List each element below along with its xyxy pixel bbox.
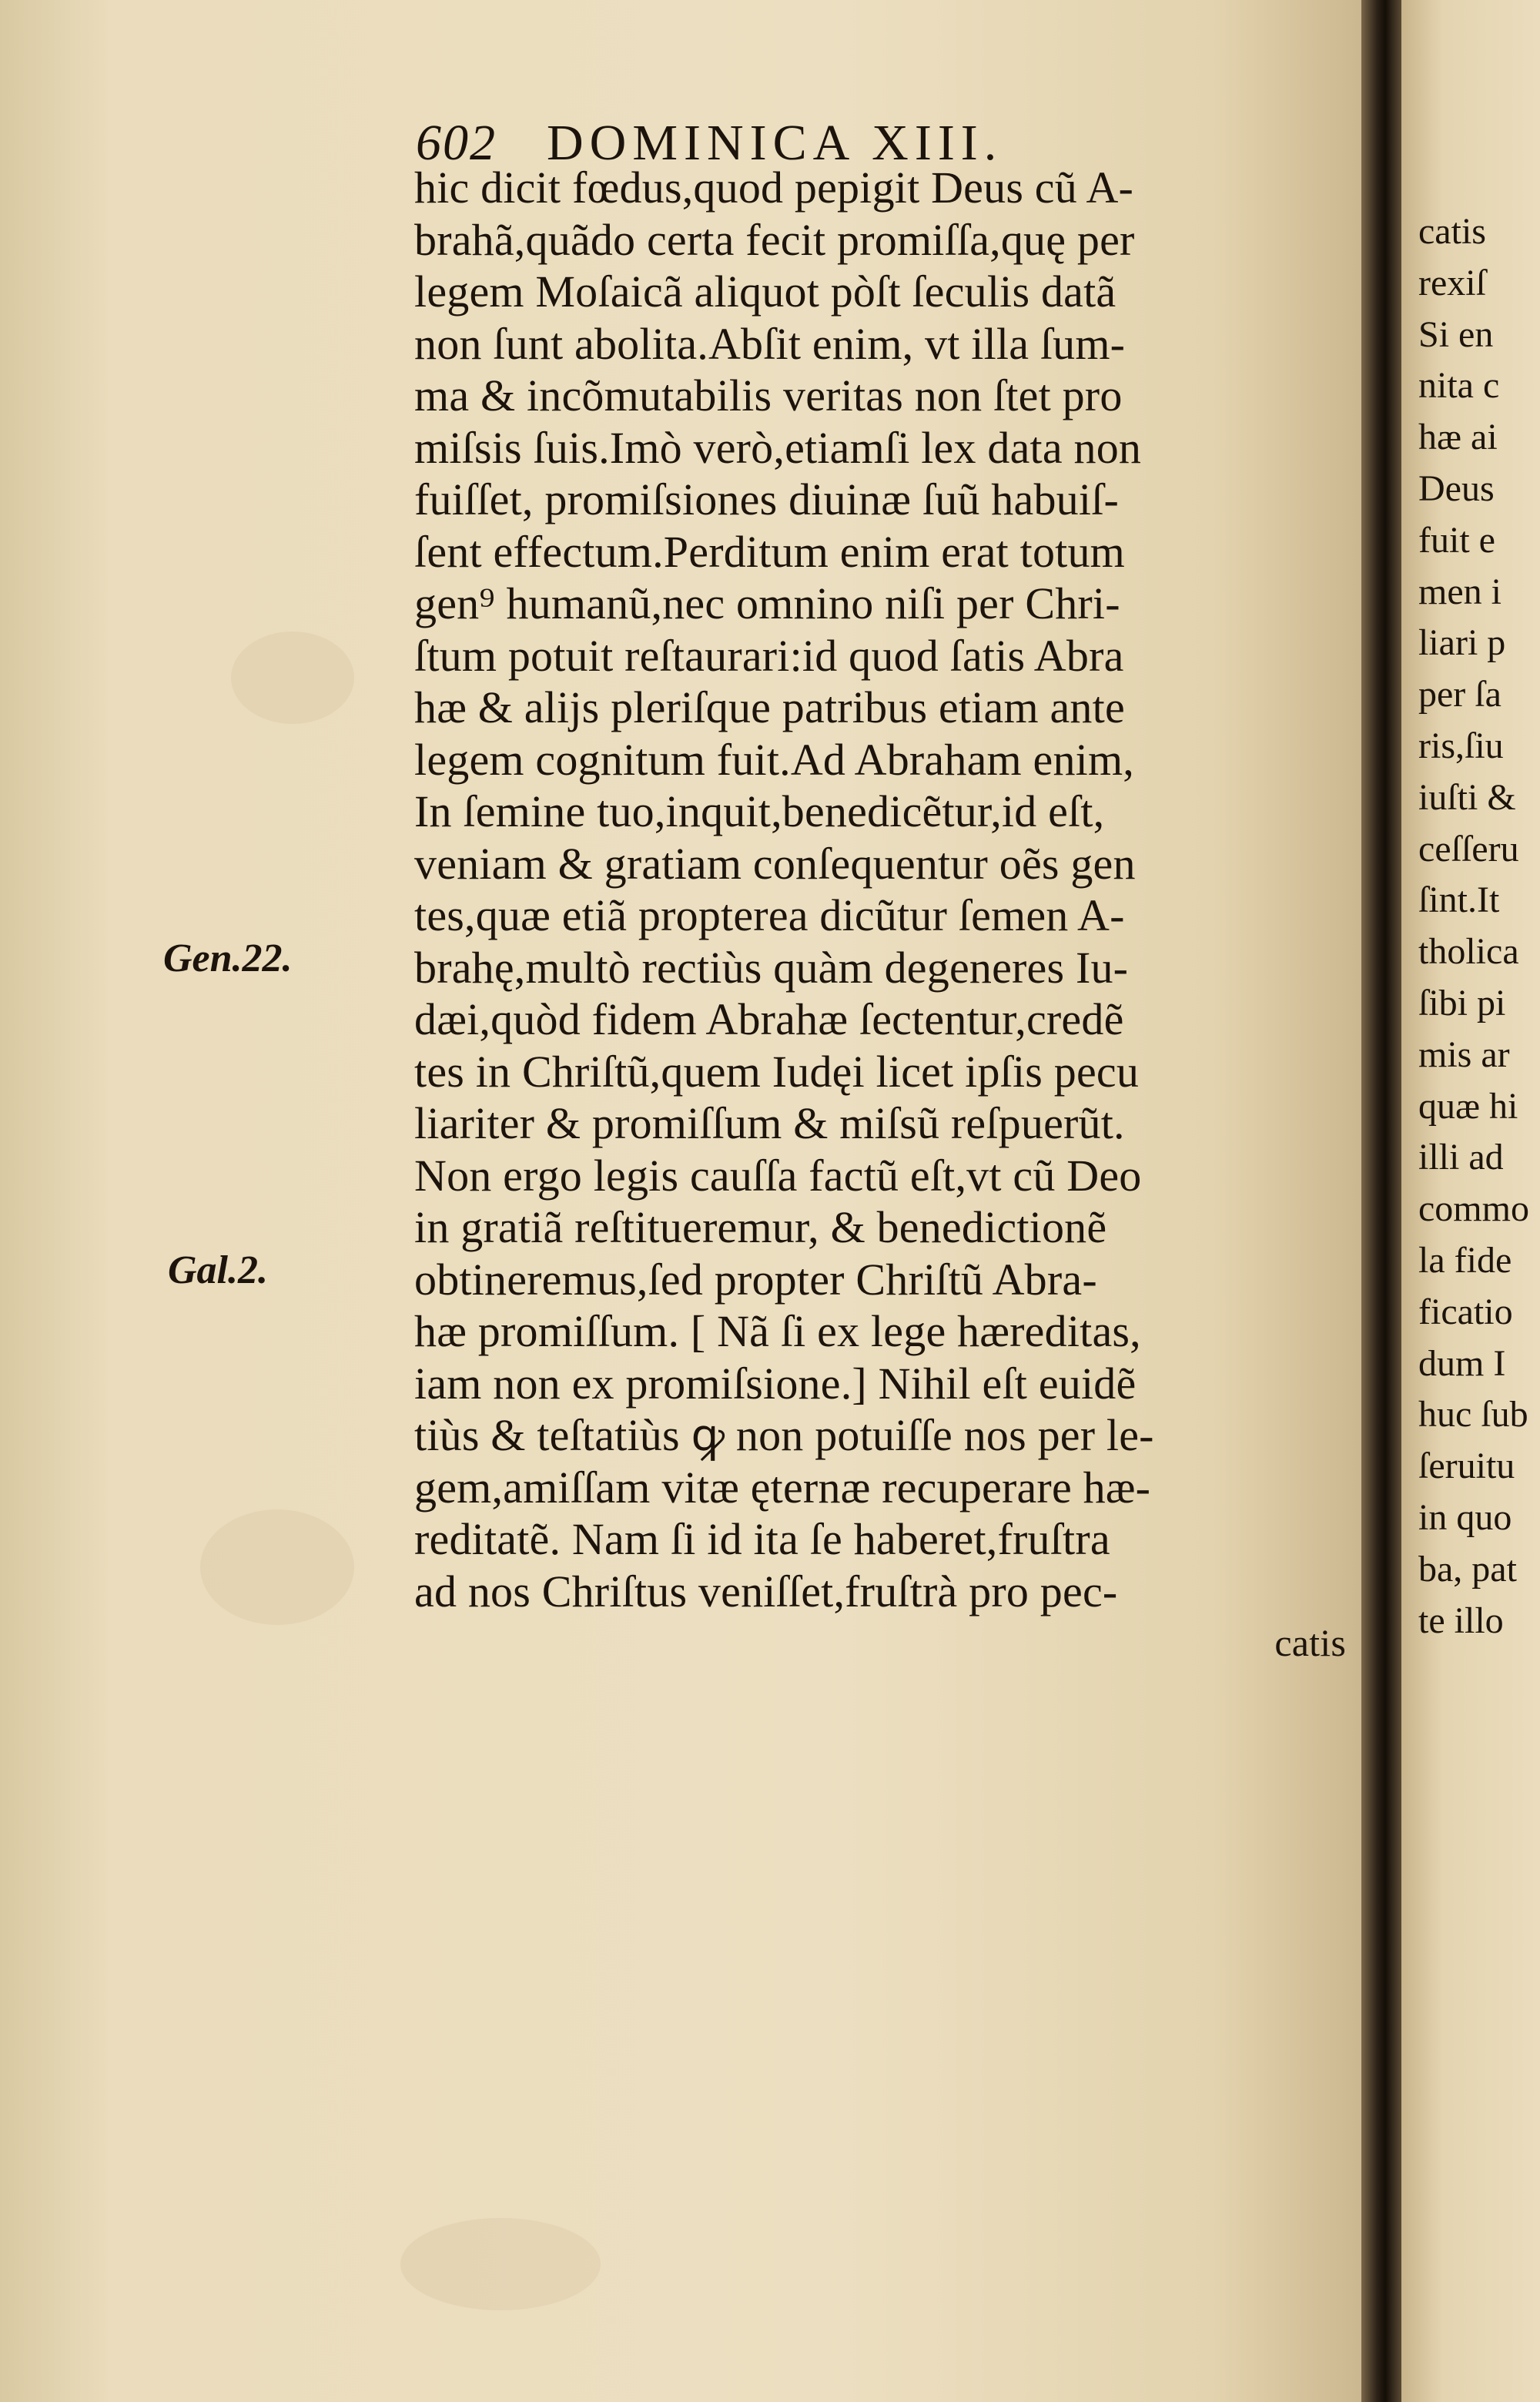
text-line: in gratiã reſtitueremur, & benedictionẽ (414, 1202, 1107, 1252)
text-line: brahę,multò rectiùs quàm degeneres Iu- (414, 942, 1129, 993)
text-line: legem cognitum fuit.Ad Abraham enim, (414, 734, 1135, 785)
text-line: legem Moſaicã aliquot pòſt ſeculis datã (414, 266, 1116, 317)
text-line: tiùs & teſtatiùs ꝙ non potuiſſe nos per le- (414, 1410, 1154, 1460)
text-line: miſsis ſuis.Imò verò,etiamſi lex data non (414, 422, 1142, 473)
text-line: hæ & alijs pleriſque patribus etiam ante (414, 682, 1125, 732)
right-text-line: hæ ai (1418, 417, 1498, 458)
text-line: dæi,quòd fidem Abrahæ ſectentur,credẽ (414, 994, 1124, 1044)
right-text-line: ſibi pi (1418, 982, 1506, 1023)
text-line: ſtum potuit reſtaurari:id quod ſatis Abra (414, 630, 1124, 681)
text-line: tes,quæ etiã propterea dicũtur ſemen A- (414, 890, 1125, 940)
right-text-line: men i (1418, 571, 1502, 612)
text-line: veniam & gratiam conſequentur oẽs gen (414, 838, 1136, 889)
paper-stain (400, 2218, 601, 2310)
right-text-line: nita c (1418, 365, 1500, 407)
right-text-line: quæ hi (1418, 1085, 1518, 1127)
running-head-title: DOMINICA XIII. (547, 115, 1003, 171)
right-text-line: ceſſeru (1418, 828, 1519, 869)
right-text-line: ba, pat (1418, 1548, 1517, 1590)
right-text-line: ſint.It (1418, 879, 1500, 921)
catchword: catis (1274, 1621, 1346, 1664)
right-text-line: ſeruitu (1418, 1446, 1515, 1487)
margin-note-gal: Gal.2. (168, 1248, 268, 1292)
text-line: hic dicit fœdus,quod pepigit Deus cũ A- (414, 162, 1134, 213)
right-text-line: ris,ſiu (1418, 725, 1504, 766)
right-text-line: in quo (1418, 1496, 1512, 1538)
right-text-line: per ſa (1418, 674, 1502, 715)
page-number: 602 (416, 115, 497, 171)
right-text-line: dum I (1418, 1342, 1506, 1384)
right-text-line: tholica (1418, 931, 1519, 973)
text-line: In ſemine tuo,inquit,benedicẽtur,id eſt, (414, 786, 1105, 836)
text-line: gen⁹ humanũ,nec omnino niſi per Chri- (414, 578, 1120, 628)
right-text-line: huc ſub (1418, 1394, 1528, 1436)
right-text-line: te illo (1418, 1600, 1504, 1641)
right-text-line: la fide (1418, 1239, 1512, 1281)
right-text-line: Deus (1418, 467, 1495, 509)
text-line: iam non ex promiſsione.] Nihil eſt euidẽ (414, 1358, 1137, 1409)
right-text-line: illi ad (1418, 1137, 1504, 1178)
text-line: reditatẽ. Nam ſi id ita ſe haberet,fruſtra (414, 1514, 1110, 1564)
text-line: liariter & promiſſum & miſsũ reſpuerũt. (414, 1098, 1125, 1148)
text-line: brahã,quãdo certa fecit promiſſa,quę per (414, 214, 1135, 265)
right-text-line: mis ar (1418, 1033, 1510, 1075)
right-text-line: ficatio (1418, 1291, 1513, 1332)
right-text-line: commo (1418, 1188, 1529, 1230)
main-text-block (414, 162, 1384, 1670)
text-line: ſent effectum.Perditum enim erat totum (414, 526, 1125, 577)
text-line: ma & incõmutabilis veritas non ſtet pro (414, 370, 1123, 420)
right-page-text (1418, 206, 1540, 1647)
paper-stain (231, 631, 354, 724)
text-line: obtineremus,ſed propter Chriſtũ Abra- (414, 1254, 1097, 1305)
right-text-line: iuſti & (1418, 776, 1516, 818)
paper-stain (200, 1509, 354, 1625)
text-line: non ſunt abolita.Abſit enim, vt illa ſum- (414, 318, 1126, 369)
right-text-line: catis (1418, 211, 1486, 252)
right-text-line: rexiſ (1418, 262, 1486, 303)
right-text-line: fuit e (1418, 519, 1495, 561)
text-line: ad nos Chriſtus veniſſet,fruſtrà pro pec- (414, 1566, 1118, 1616)
margin-note-gen: Gen.22. (163, 936, 293, 980)
text-line: hæ promiſſum. [ Nã ſi ex lege hæreditas, (414, 1306, 1141, 1356)
right-text-line: liari p (1418, 622, 1506, 664)
text-line: Non ergo legis cauſſa factũ eſt,vt cũ Deo (414, 1150, 1142, 1201)
text-line: fuiſſet, promiſsiones diuinæ ſuũ habuiſ- (414, 474, 1119, 524)
text-line: gem,amiſſam vitæ ęternæ recuperare hæ- (414, 1462, 1151, 1513)
right-text-line: Si en (1418, 313, 1494, 355)
text-line: tes in Chriſtũ,quem Iudęi licet ipſis pecu (414, 1046, 1140, 1097)
